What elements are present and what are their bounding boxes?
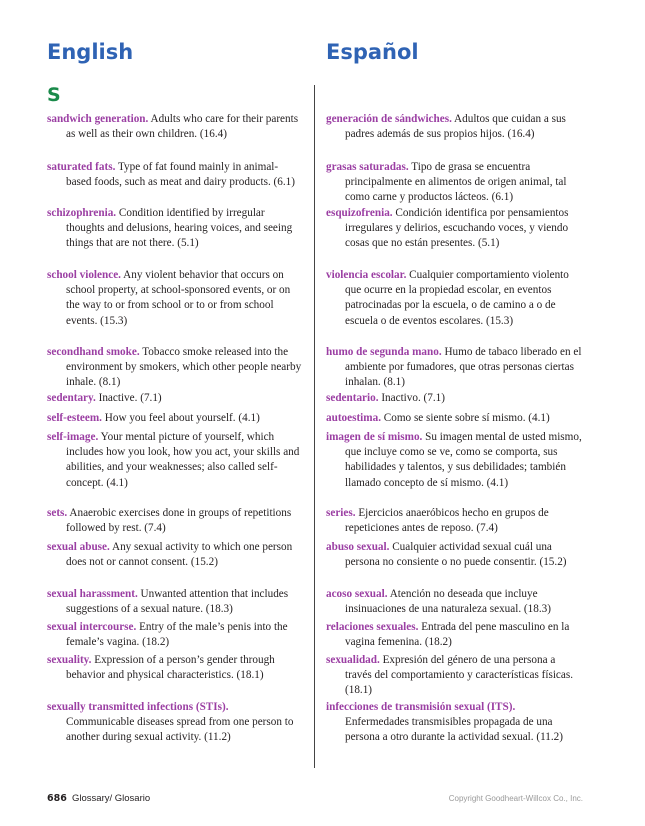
entry-term: sedentary. <box>47 392 96 404</box>
entry-definition: Any violent behavior that occurs on school property, at school-sponsored events, or on the way to or from school or to or from school events. (15.3) <box>66 269 291 327</box>
glossary-entry <box>47 411 303 426</box>
entry-term: autoestima. <box>326 412 381 424</box>
entry-definition: Como se siente sobre sí mismo. (4.1) <box>383 412 550 424</box>
glossary-entry <box>326 587 584 617</box>
entry-term: abuso sexual. <box>326 541 390 553</box>
entry-definition: Inactive. (7.1) <box>98 392 162 404</box>
footer-label: Glossary/ Glosario <box>72 793 151 804</box>
entry-term: grasas saturadas. <box>326 161 409 173</box>
entry-definition: Humo de tabaco liberado en el ambiente por fumadores, que otras personas ciertas inhalan. (8.1) <box>345 346 582 389</box>
entry-definition: Ejercicios anaeróbicos hecho en grupos de repeticiones antes de reposo. (7.4) <box>345 507 549 535</box>
glossary-entry <box>47 345 303 391</box>
glossary-entry <box>47 506 303 536</box>
entry-term: school violence. <box>47 269 121 281</box>
entry-definition: Expresión del género de una persona a través del comportamiento y características físicas. (18.1) <box>345 654 574 697</box>
glossary-entry <box>47 206 303 252</box>
entry-definition: Enfermedades transmisibles propagada de una persona a otro durante la actividad sexual. (11.2) <box>345 716 563 744</box>
glossary-entry <box>326 540 584 570</box>
entry-term: humo de segunda mano. <box>326 346 442 358</box>
glossary-entry <box>326 345 584 391</box>
entry-term: esquizofrenia. <box>326 207 393 219</box>
entry-definition: Expression of a person’s gender through behavior and physical characteristics. (18.1) <box>66 654 275 682</box>
entry-definition: Su imagen mental de usted mismo, que incluye como se ve, como se comporta, sus habilidades y talentos, y sus debilidades; también llamado concepto de sí mismo. (4.1) <box>345 431 582 489</box>
page-number: 686 <box>47 793 67 804</box>
glossary-entry <box>47 391 303 406</box>
glossary-entry <box>326 112 584 142</box>
entry-term: self-esteem. <box>47 412 102 424</box>
entry-definition: Communicable diseases spread from one person to another during sexual activity. (11.2) <box>66 716 294 744</box>
entry-term: acoso sexual. <box>326 588 388 600</box>
entry-term: self-image. <box>47 431 99 443</box>
entry-term: imagen de sí mismo. <box>326 431 423 443</box>
section-letter: S <box>47 84 61 106</box>
entry-definition: Any sexual activity to which one person does not or cannot consent. (15.2) <box>66 541 293 569</box>
glossary-entry <box>47 700 303 746</box>
entry-definition: Atención no deseada que incluye insinuaciones de una naturaleza sexual. (18.3) <box>345 588 551 616</box>
glossary-entry <box>47 112 303 142</box>
copyright: Copyright Goodheart-Willcox Co., Inc. <box>448 794 583 803</box>
entry-definition: Cualquier actividad sexual cuál una persona no consiente o no puede consentir. (15.2) <box>345 541 567 569</box>
entry-definition: Cualquier comportamiento violento que ocurre en la propiedad escolar, en eventos patrocinadas por la escuela, o de camino a o de escuela o de eventos escolares. (15.3) <box>345 269 569 327</box>
entry-term: sedentario. <box>326 392 379 404</box>
entry-definition: Tobacco smoke released into the environment by smokers, which other people nearby inhale. (8.1) <box>66 346 302 389</box>
entry-definition: Adultos que cuidan a sus padres además de sus propios hijos. (16.4) <box>345 113 566 141</box>
entry-term: series. <box>326 507 356 519</box>
glossary-entry <box>326 411 584 426</box>
entry-definition: Type of fat found mainly in animal-based foods, such as meat and dairy products. (6.1) <box>66 161 295 189</box>
entry-definition: Entrada del pene masculino en la vagina femenina. (18.2) <box>345 621 570 649</box>
entry-term: secondhand smoke. <box>47 346 140 358</box>
glossary-entry <box>47 540 303 570</box>
entry-term: sexually transmitted infections (STIs). <box>47 701 229 713</box>
glossary-entry <box>326 160 584 206</box>
entry-term: sexuality. <box>47 654 92 666</box>
glossary-entry <box>47 160 303 190</box>
entry-definition: Unwanted attention that includes suggestions of a sexual nature. (18.3) <box>66 588 289 616</box>
entry-term: schizophrenia. <box>47 207 117 219</box>
glossary-entry <box>47 653 303 683</box>
column-divider <box>314 85 315 768</box>
glossary-entry <box>326 653 584 699</box>
entry-definition: Tipo de grasa se encuentra principalmente en alimentos de origen animal, tal como carne y productos lácteos. (6.1) <box>345 161 567 204</box>
entry-term: generación de sándwiches. <box>326 113 452 125</box>
glossary-entry <box>326 206 584 252</box>
entry-definition: Your mental picture of yourself, which includes how you look, how you act, your skills and abilities, and your weaknesses; also called self-concept. (4.1) <box>66 431 300 489</box>
entry-term: sets. <box>47 507 68 519</box>
entry-definition: Anaerobic exercises done in groups of repetitions followed by rest. (7.4) <box>66 507 292 535</box>
glossary-entry <box>326 268 584 329</box>
glossary-entry <box>326 506 584 536</box>
entry-definition: Condition identified by irregular thoughts and delusions, hearing voices, and seeing things that are not there. (5.1) <box>66 207 293 250</box>
entry-term: saturated fats. <box>47 161 116 173</box>
entry-definition: How you feel about yourself. (4.1) <box>104 412 260 424</box>
entry-definition: Inactivo. (7.1) <box>381 392 445 404</box>
glossary-entry <box>47 268 303 329</box>
entry-term: sexual harassment. <box>47 588 138 600</box>
entry-definition: Condición identifica por pensamientos irregulares y delirios, escuchando voces, y viendo cosas que no están presentes. (5.1) <box>345 207 569 250</box>
entry-term: sandwich generation. <box>47 113 149 125</box>
entry-term: sexual abuse. <box>47 541 110 553</box>
glossary-entry <box>326 620 584 650</box>
glossary-entry <box>47 620 303 650</box>
entry-definition: Adults who care for their parents as well as their own children. (16.4) <box>66 113 299 141</box>
glossary-entry <box>47 587 303 617</box>
glossary-entry <box>326 700 584 746</box>
entry-definition: Entry of the male’s penis into the female’s vagina. (18.2) <box>66 621 288 649</box>
glossary-entry <box>326 430 584 491</box>
entry-term: sexual intercourse. <box>47 621 137 633</box>
english-heading: English <box>47 40 134 64</box>
entry-term: infecciones de transmisión sexual (ITS). <box>326 701 516 713</box>
spanish-heading: Español <box>326 40 419 64</box>
glossary-entry <box>326 391 584 406</box>
entry-term: sexualidad. <box>326 654 380 666</box>
entry-term: violencia escolar. <box>326 269 407 281</box>
glossary-entry <box>47 430 303 491</box>
entry-term: relaciones sexuales. <box>326 621 419 633</box>
